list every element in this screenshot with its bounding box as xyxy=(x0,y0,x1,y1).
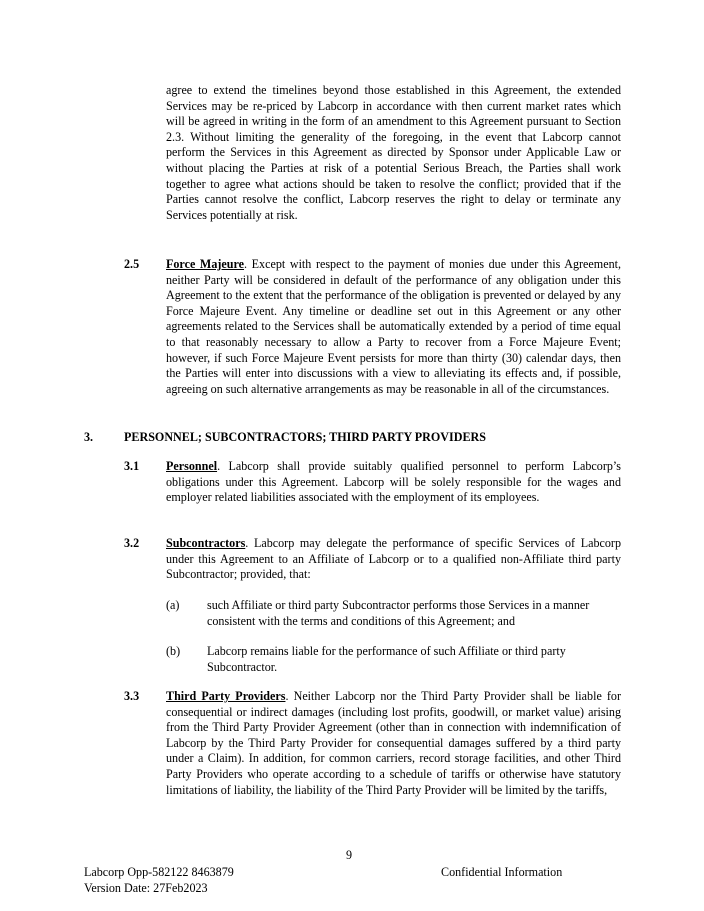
section-3-2-title: Subcontractors xyxy=(166,536,246,550)
section-3-3-text: . Neither Labcorp nor the Third Party Provider shall be liable for consequential or indirect damages (including lost profits, goodwill, or market value) arising from the Third Party Provider Agreement (other than in connection with indemnification of Labcorp by the Third Party Provider for consequential damages suffered by a third party under a Claim). In addition, for common carriers, record storage facilities, and other Third Party Providers who operate according to a schedule of tariffs or otherwise have statutory limitations of liability, the liability of the Third Party Provider will be limited by the tariffs, xyxy=(166,689,622,797)
section-3-1-text: . Labcorp shall provide suitably qualified personnel to perform Labcorp’s obligations under this Agreement. Labcorp will be solely responsible for the wages and employer related liabilities associated with the employment of its employees. xyxy=(166,459,621,505)
item-b-text: Labcorp remains liable for the performance of such Affiliate or third party Subcontractor. xyxy=(207,644,566,674)
section-3-heading: PERSONNEL; SUBCONTRACTORS; THIRD PARTY PROVIDERS xyxy=(124,430,486,444)
item-a-text: such Affiliate or third party Subcontractor performs those Services in a manner consistent with the terms and conditions of this Agreement; and xyxy=(207,598,590,628)
section-3-1-title: Personnel xyxy=(166,459,218,473)
section-3-3-title: Third Party Providers xyxy=(166,689,286,703)
section-3-3-paragraph xyxy=(166,689,621,798)
section-2-5-number: 2.5 xyxy=(124,257,140,271)
item-b-label: (b) xyxy=(166,644,181,658)
footer-version: Version Date: 27Feb2023 xyxy=(84,881,208,895)
section-2-5-paragraph xyxy=(166,257,621,397)
section-3-1-paragraph xyxy=(166,459,621,506)
page-number: 9 xyxy=(346,848,353,862)
footer-doc-id: Labcorp Opp-582122 8463879 xyxy=(84,865,234,879)
section-2-5-text: . Except with respect to the payment of monies due under this Agreement, neither Party will be considered in default of the performance of any obligation under this Agreement to the extent that the performance of the obligation is prevented or delayed by any Force Majeure Event. Any timeline or deadline set out in this Agreement or any other agreements related to the Services shall be automatically extended by a period of time equal to that reasonably necessary to allow a Party to recover from a Force Majeure Event; however, if such Force Majeure Event persists for more than thirty (30) calendar days, then the Parties will enter into discussions with a view to alleviating its effects and, if possible, agreeing on such alternative arrangements as may be reasonable in all of the circumstances. xyxy=(166,257,621,396)
section-3-2-paragraph xyxy=(166,536,621,583)
continuation-paragraph: agree to extend the timelines beyond those established in this Agreement, the extended Services may be re-priced by Labcorp in accordance with then current market rates which will be agreed in writing in the form of an amendment to this Agreement pursuant to Section 2.3. Without limiting the generality of the foregoing, in the event that Labcorp cannot perform the Services in this Agreement as directed by Sponsor under Applicable Law or without placing the Parties at risk of a potential Serious Breach, the Parties shall work together to agree what actions should be taken to resolve the conflict; provided that if the Parties cannot resolve the conflict, Labcorp reserves the right to delay or terminate any Services potentially at risk. xyxy=(166,83,621,222)
item-a-label: (a) xyxy=(166,598,180,612)
section-2-5-title: Force Majeure xyxy=(166,257,245,271)
section-3-number: 3. xyxy=(84,430,94,444)
section-3-2-number: 3.2 xyxy=(124,536,140,550)
section-3-2-text: . Labcorp may delegate the performance of specific Services of Labcorp under this Agreement to an Affiliate of Labcorp or to a qualified non-Affiliate third party Subcontractor; provided, that: xyxy=(166,536,621,582)
section-3-1-number: 3.1 xyxy=(124,459,140,473)
footer-confidential: Confidential Information xyxy=(441,865,563,879)
section-3-3-number: 3.3 xyxy=(124,689,140,703)
